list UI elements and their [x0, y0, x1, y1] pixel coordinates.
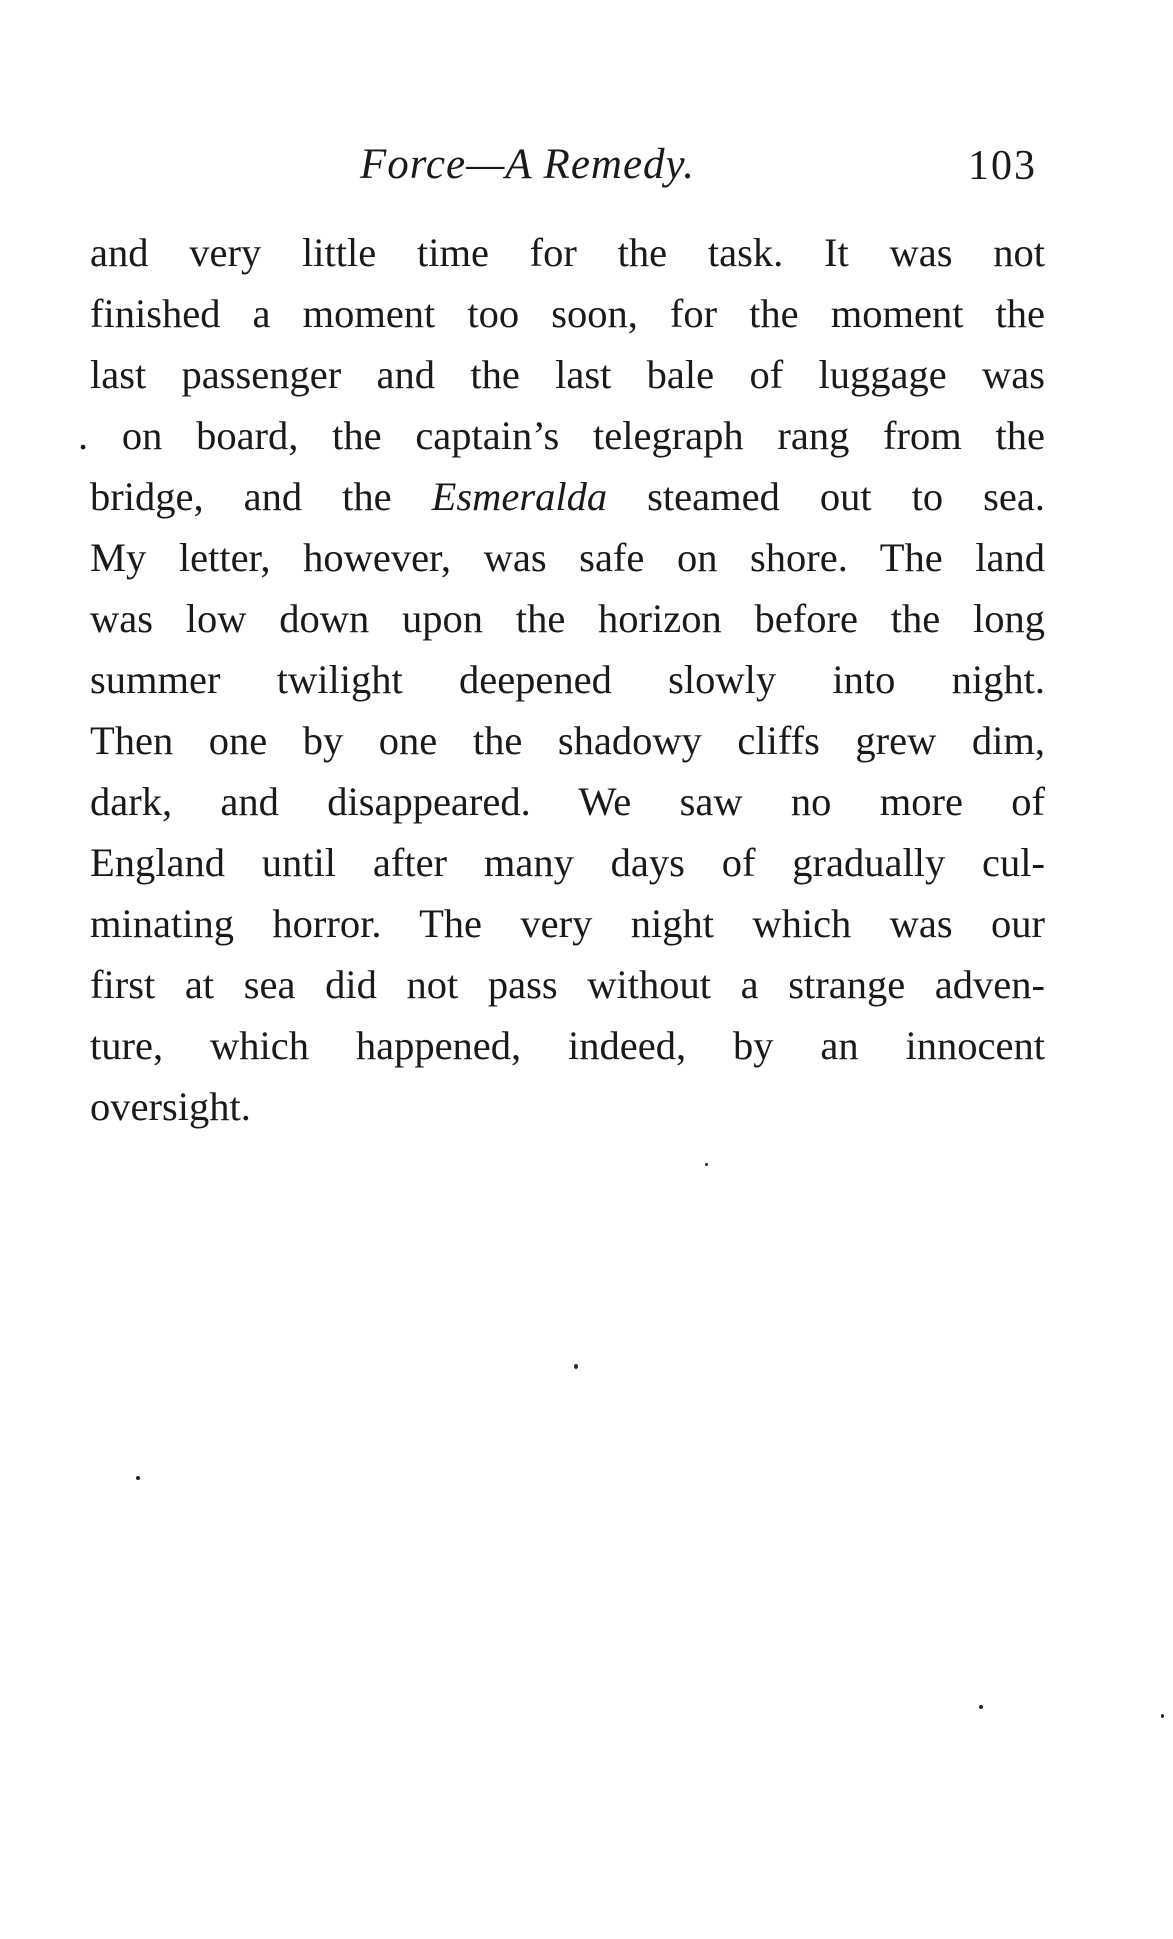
- scan-speck: [705, 1163, 708, 1166]
- ship-name: Esmeralda: [431, 474, 608, 519]
- text-fragment: steamed out to sea.: [607, 474, 1045, 519]
- text-line: dark, and disappeared. We saw no more of: [90, 779, 1045, 824]
- text-line: minating horror. The very night which was our: [90, 901, 1045, 946]
- scan-speck: [1161, 1714, 1164, 1718]
- running-title: Force—A Remedy.: [360, 141, 696, 188]
- text-line: . on board, the captain’s telegraph rang from the: [78, 413, 1045, 458]
- running-head: [90, 140, 1045, 200]
- text-line: finished a moment too soon, for the moment the: [90, 291, 1045, 336]
- body-paragraph: [78, 222, 1045, 1137]
- text-line: and very little time for the task. It was not: [90, 230, 1045, 275]
- text-line: first at sea did not pass without a strange adven-: [90, 962, 1045, 1007]
- scan-speck: [136, 1476, 140, 1480]
- text-line: was low down upon the horizon before the long: [90, 596, 1045, 641]
- text-line: Then one by one the shadowy cliffs grew dim,: [90, 718, 1045, 763]
- text-line: England until after many days of gradually cul-: [90, 840, 1045, 885]
- text-line: ture, which happened, indeed, by an innocent: [90, 1023, 1045, 1068]
- text-line: summer twilight deepened slowly into night.: [90, 657, 1045, 702]
- text-fragment: bridge, and the: [90, 474, 432, 519]
- scan-speck: [574, 1364, 578, 1369]
- text-line: last passenger and the last bale of luggage was: [90, 352, 1045, 397]
- text-line: My letter, however, was safe on shore. The land: [90, 535, 1045, 580]
- text-line: [90, 466, 1045, 527]
- text-line: oversight.: [90, 1084, 251, 1129]
- scan-speck: [979, 1705, 983, 1709]
- page-number: 103: [968, 143, 1037, 189]
